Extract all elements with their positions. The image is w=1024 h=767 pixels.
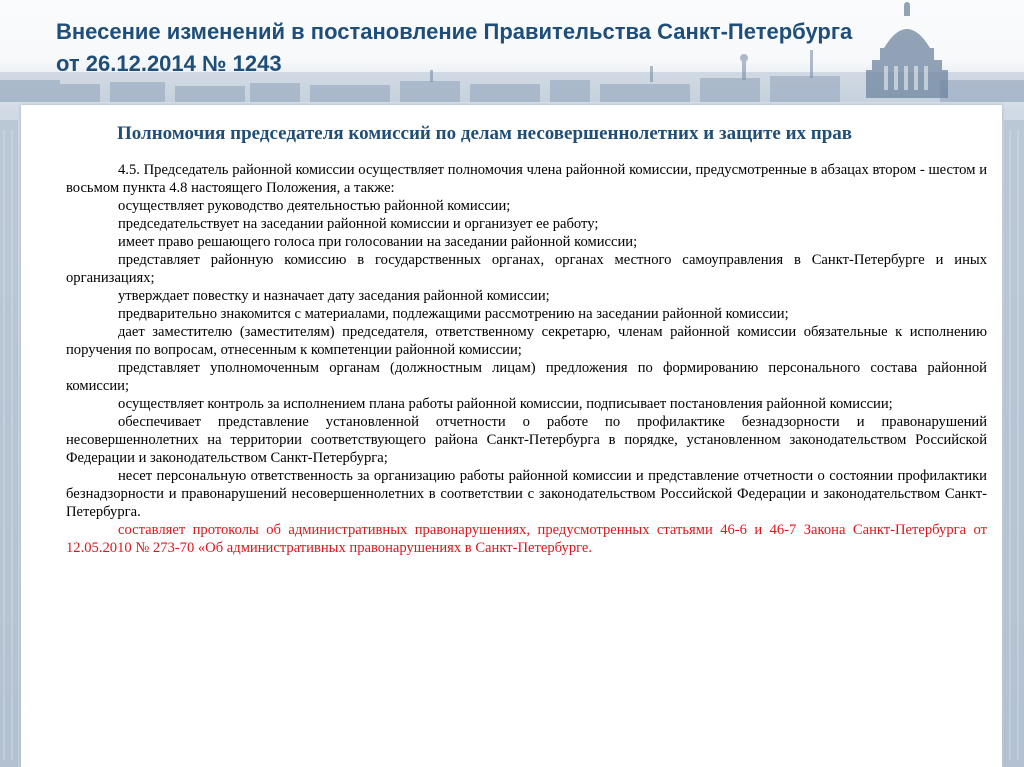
paragraph: представляет уполномоченным органам (должностным лицам) предложения по формированию персонального состава районной комиссии; (66, 360, 987, 394)
paragraph: 4.5. Председатель районной комиссии осуществляет полномочия члена районной комиссии, предусмотренные в абзацах втором - шестом и восьмом пункта 4.8 настоящего Положения, а также: (66, 162, 987, 196)
slide-header (0, 0, 1024, 100)
slide-title: Внесение изменений в постановление Правительства Санкт-Петербурга (56, 19, 853, 44)
paragraph: обеспечивает представление установленной отчетности о работе по профилактике безнадзорности и правонарушений несовершеннолетних на территории соответствующего района Санкт-Петербурга в порядке, установленном законодательством Российской Федерации и законодательством Санкт-Петербурга; (66, 414, 987, 466)
paragraph: предварительно знакомится с материалами, подлежащими рассмотрению на заседании районной комиссии; (118, 306, 789, 322)
paragraph: несет персональную ответственность за организацию работы районной комиссии и представление отчетности о состоянии профилактики безнадзорности и правонарушений несовершеннолетних в соответствии с законодательством Российской Федерации и законодательством Санкт-Петербурга. (66, 468, 987, 520)
highlighted-paragraph: составляет протоколы об административных правонарушениях, предусмотренных статьями 46-6 и 46-7 Закона Санкт-Петербурга от 12.05.2010 № 273-70 «Об административных правонарушениях в Санкт-Петербурге. (66, 522, 987, 556)
paragraph: осуществляет руководство деятельностью районной комиссии; (118, 198, 511, 214)
paragraph: имеет право решающего голоса при голосовании на заседании районной комиссии; (118, 234, 638, 250)
paragraph: представляет районную комиссию в государственных органах, органах местного самоуправления в Санкт-Петербурге и иных организациях; (66, 252, 987, 286)
document-body (66, 122, 987, 557)
paragraph: председательствует на заседании районной комиссии и организует ее работу; (118, 216, 599, 232)
paragraph: утверждает повестку и назначает дату заседания районной комиссии; (118, 288, 550, 304)
paragraph: дает заместителю (заместителям) председателя, ответственному секретарю, членам районной комиссии обязательные к исполнению поручения по вопросам, отнесенным к компетенции районной комиссии; (66, 324, 987, 358)
paragraph: осуществляет контроль за исполнением плана работы районной комиссии, подписывает постановления районной комиссии; (118, 396, 893, 412)
section-heading: Полномочия председателя комиссий по делам несовершеннолетних и защите их прав (117, 123, 853, 144)
slide-subtitle: от 26.12.2014 № 1243 (56, 51, 282, 76)
